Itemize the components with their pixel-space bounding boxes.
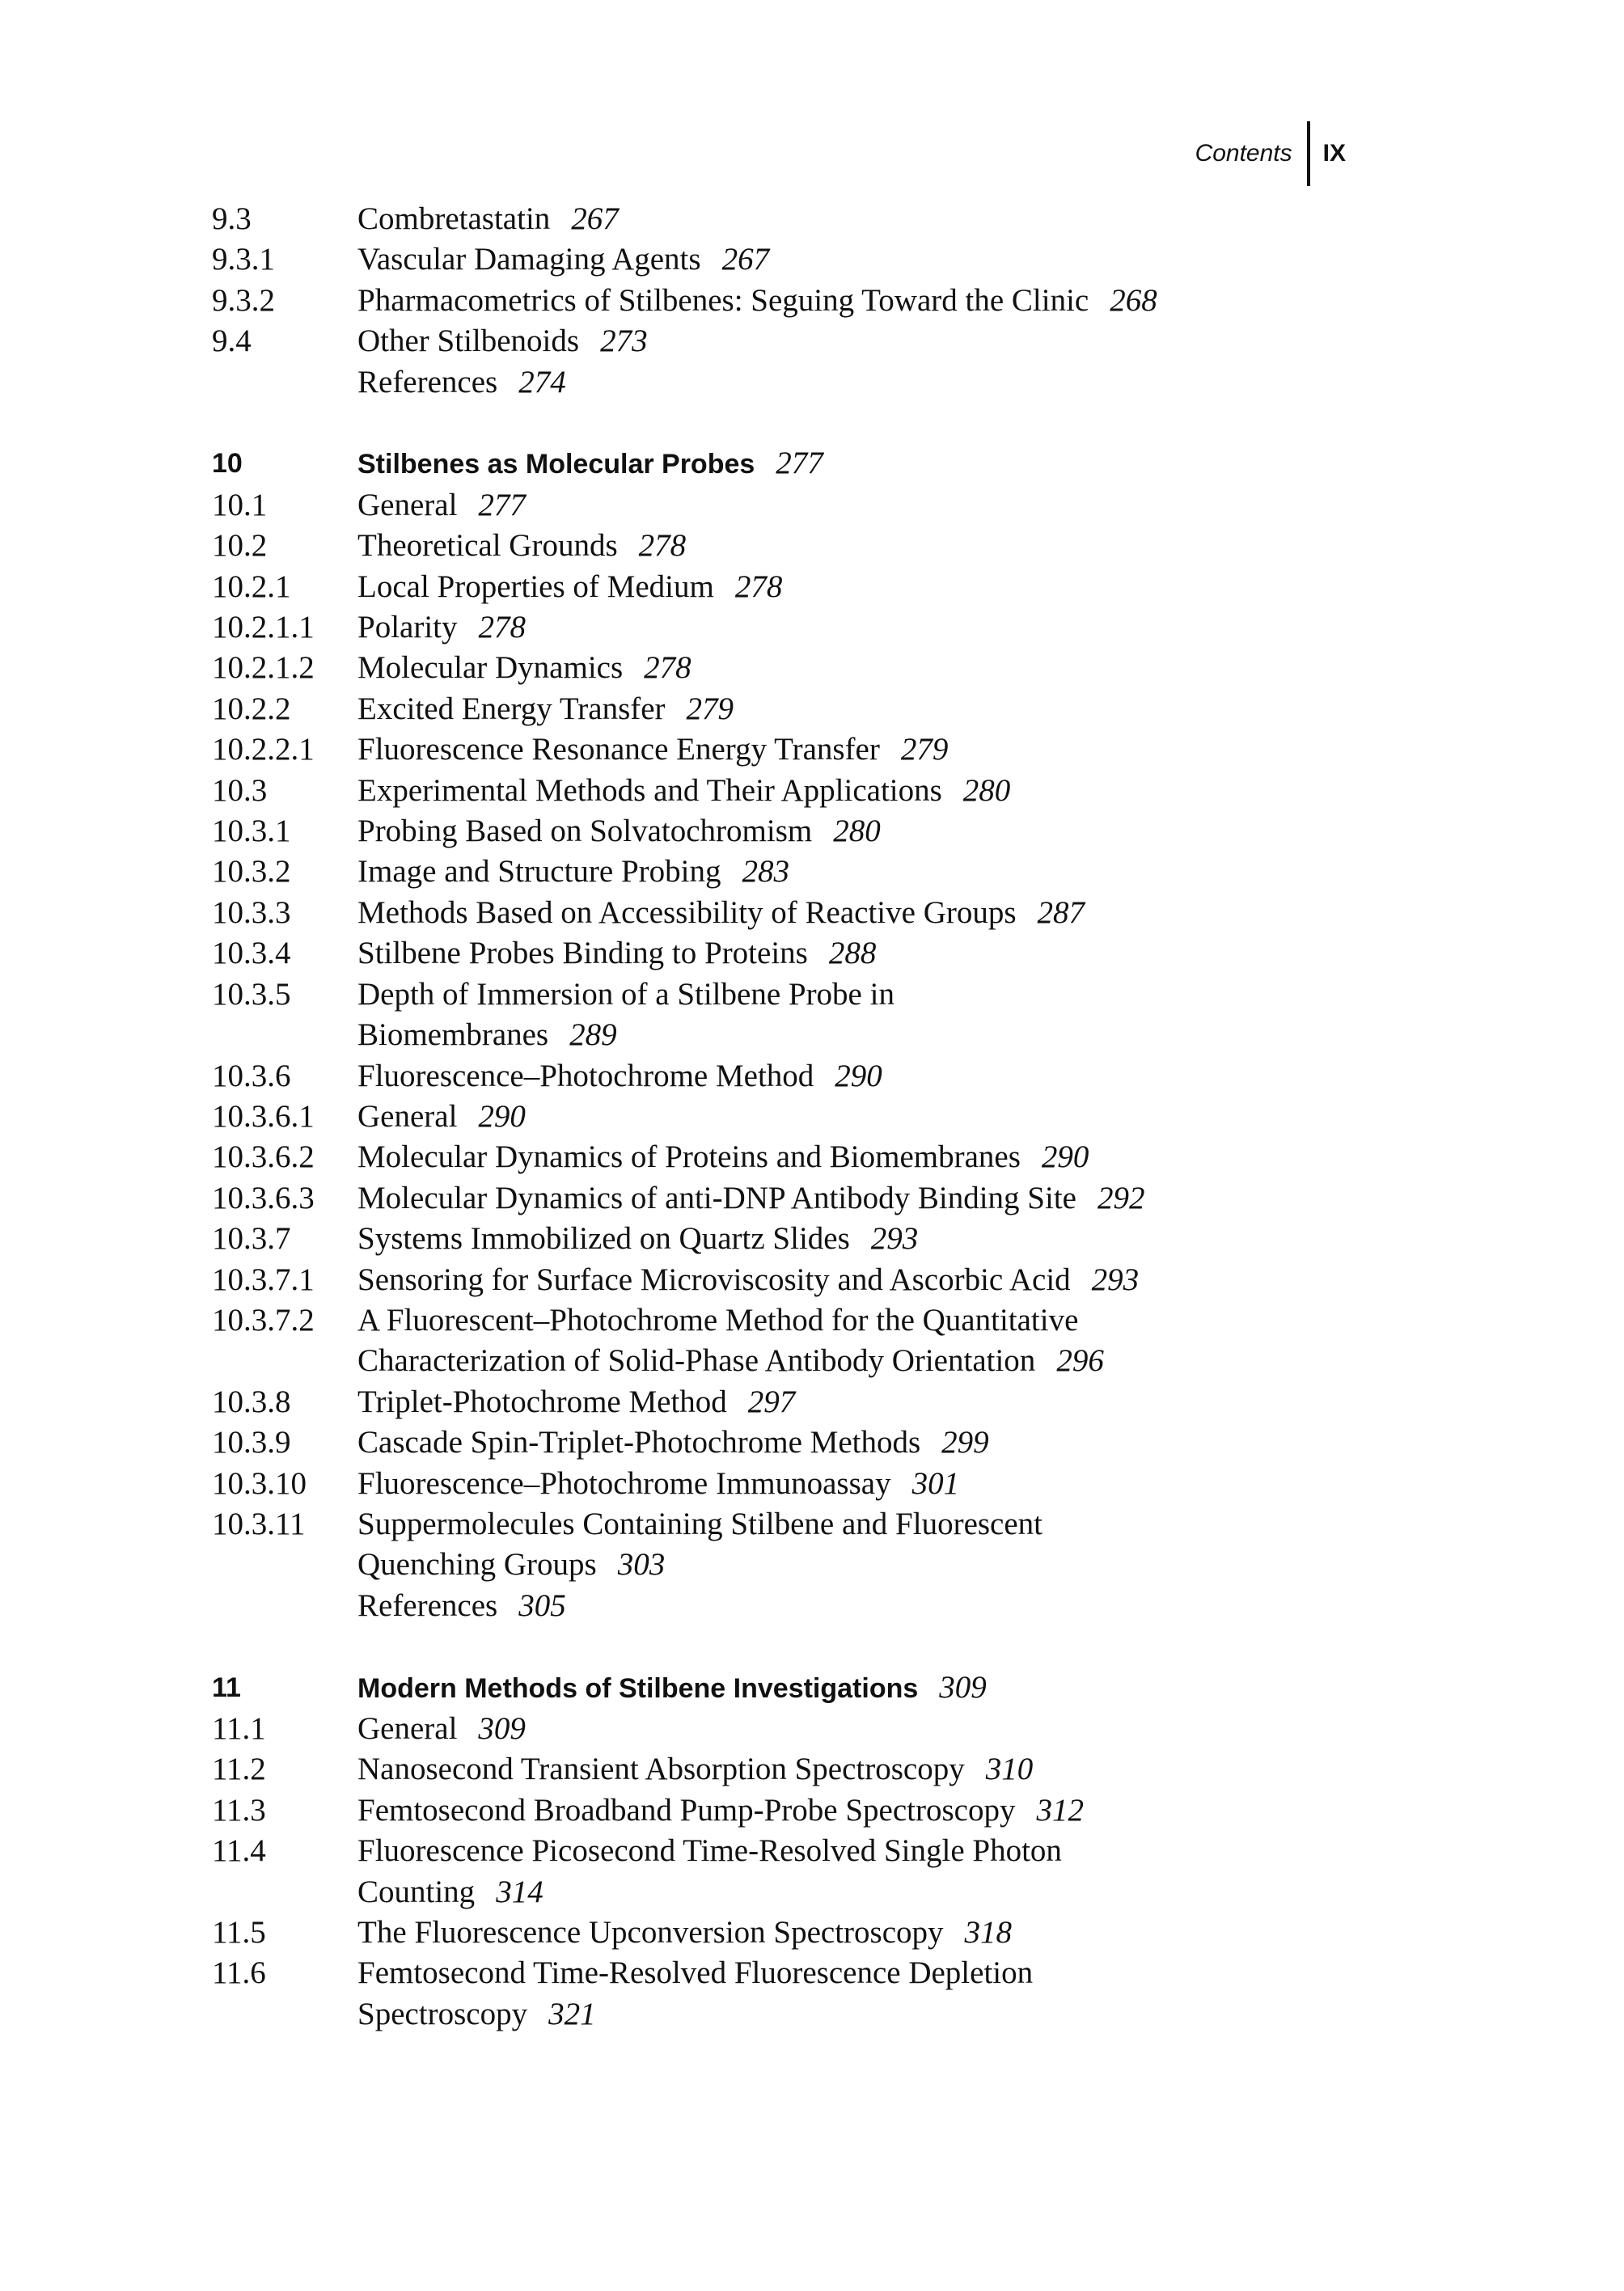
toc-entry-page: 288 bbox=[828, 936, 877, 971]
section-gap bbox=[212, 1626, 1360, 1667]
table-of-contents bbox=[212, 199, 1360, 2035]
toc-entry bbox=[212, 1953, 1360, 1993]
toc-entry-title: General bbox=[357, 487, 458, 522]
toc-entry-number: 11.2 bbox=[212, 1752, 266, 1787]
toc-entry bbox=[212, 239, 1360, 280]
toc-entry bbox=[212, 1137, 1360, 1177]
toc-entry-number: 10.3.9 bbox=[212, 1425, 291, 1460]
toc-entry-title: Vascular Damaging Agents bbox=[357, 242, 701, 277]
chapter-page: 309 bbox=[939, 1669, 987, 1705]
toc-entry-page: 278 bbox=[638, 528, 687, 564]
toc-entry-title: Pharmacometrics of Stilbenes: Seguing Toward the Clinic bbox=[357, 282, 1089, 318]
toc-entry bbox=[212, 893, 1360, 933]
toc-entry-page: 301 bbox=[911, 1465, 960, 1501]
toc-entry-number: 11.4 bbox=[212, 1833, 266, 1869]
toc-entry-number: 10.3.8 bbox=[212, 1384, 291, 1419]
toc-entry-number: 10.3.3 bbox=[212, 894, 291, 930]
toc-entry-page: 278 bbox=[734, 569, 783, 604]
toc-entry-page: 292 bbox=[1097, 1180, 1145, 1215]
section-gap bbox=[212, 403, 1360, 443]
toc-entry bbox=[212, 362, 1360, 403]
toc-entry-title: Methods Based on Accessibility of Reactive Groups bbox=[357, 894, 1017, 930]
toc-entry-page: 289 bbox=[569, 1017, 617, 1053]
toc-entry bbox=[212, 1382, 1360, 1422]
chapter-page: 277 bbox=[776, 446, 823, 481]
toc-entry-page: 312 bbox=[1036, 1792, 1084, 1828]
toc-entry-page: 305 bbox=[518, 1587, 566, 1623]
toc-entry-title: References bbox=[357, 1587, 498, 1623]
toc-entry-page: 279 bbox=[686, 691, 734, 726]
toc-entry bbox=[212, 485, 1360, 526]
toc-entry-title: Suppermolecules Containing Stilbene and Fluorescent bbox=[357, 1506, 1043, 1541]
toc-entry-page: 297 bbox=[747, 1384, 796, 1419]
toc-entry-page: 318 bbox=[964, 1915, 1013, 1951]
toc-section-10 bbox=[212, 485, 1360, 1626]
toc-entry bbox=[212, 321, 1360, 361]
toc-entry-page: 293 bbox=[870, 1221, 919, 1257]
toc-entry-page: 287 bbox=[1037, 894, 1085, 930]
toc-entry-title: Depth of Immersion of a Stilbene Probe in bbox=[357, 976, 894, 1012]
chapter-heading-10 bbox=[212, 443, 1360, 484]
toc-entry-title: Systems Immobilized on Quartz Slides bbox=[357, 1221, 850, 1257]
toc-entry-page: 267 bbox=[571, 201, 619, 236]
toc-entry-number: 10.3.4 bbox=[212, 936, 291, 971]
toc-entry-title: Combretastatin bbox=[357, 201, 551, 236]
toc-entry-continuation bbox=[212, 1994, 1360, 2035]
toc-entry-continuation bbox=[212, 1341, 1360, 1381]
toc-entry-number: 10.3 bbox=[212, 772, 268, 808]
toc-entry-title: Image and Structure Probing bbox=[357, 854, 721, 890]
toc-entry bbox=[212, 1913, 1360, 1953]
toc-entry-title: General bbox=[357, 1711, 458, 1746]
toc-entry-continuation bbox=[212, 1872, 1360, 1913]
toc-entry-page: 268 bbox=[1110, 282, 1157, 318]
toc-entry-title: Stilbene Probes Binding to Proteins bbox=[357, 936, 808, 971]
toc-entry-title: Theoretical Grounds bbox=[357, 528, 618, 564]
toc-entry-title: Characterization of Solid-Phase Antibody Orientation bbox=[357, 1343, 1036, 1379]
toc-section-9-continued bbox=[212, 199, 1360, 403]
toc-entry bbox=[212, 811, 1360, 852]
toc-entry-title: Probing Based on Solvatochromism bbox=[357, 814, 813, 849]
toc-entry bbox=[212, 1586, 1360, 1626]
toc-entry-number: 10.3.6.2 bbox=[212, 1139, 315, 1175]
toc-entry-number: 10.3.7.2 bbox=[212, 1302, 315, 1338]
toc-entry-number: 10.3.1 bbox=[212, 814, 291, 849]
toc-entry-title: A Fluorescent–Photochrome Method for the Quantitative bbox=[357, 1302, 1079, 1338]
toc-entry-number: 10.2.2.1 bbox=[212, 732, 315, 767]
toc-entry-title: Other Stilbenoids bbox=[357, 323, 580, 359]
toc-entry bbox=[212, 771, 1360, 811]
toc-entry bbox=[212, 1790, 1360, 1831]
toc-entry-title: Triplet-Photochrome Method bbox=[357, 1384, 727, 1419]
toc-entry-title: Molecular Dynamics of anti-DNP Antibody Binding Site bbox=[357, 1180, 1076, 1215]
chapter-heading-11 bbox=[212, 1668, 1360, 1709]
toc-entry-number: 10.3.2 bbox=[212, 854, 291, 890]
toc-entry bbox=[212, 689, 1360, 729]
toc-entry bbox=[212, 199, 1360, 239]
toc-entry-number: 10.2.1 bbox=[212, 569, 291, 604]
toc-entry-page: 280 bbox=[833, 814, 881, 849]
toc-entry bbox=[212, 1504, 1360, 1545]
toc-entry-number: 11.1 bbox=[212, 1711, 266, 1746]
toc-entry-number: 10.2 bbox=[212, 528, 268, 564]
toc-entry bbox=[212, 1422, 1360, 1463]
toc-entry-title: Quenching Groups bbox=[357, 1547, 597, 1583]
toc-entry-page: 279 bbox=[900, 732, 949, 767]
toc-entry bbox=[212, 852, 1360, 892]
toc-entry-title: Experimental Methods and Their Applications bbox=[357, 772, 942, 808]
toc-entry-title: Excited Energy Transfer bbox=[357, 691, 666, 726]
toc-entry-page: 278 bbox=[478, 610, 526, 645]
toc-entry-number: 10.3.10 bbox=[212, 1465, 307, 1501]
toc-entry bbox=[212, 1709, 1360, 1749]
toc-entry-page: 277 bbox=[478, 487, 526, 522]
toc-entry-title: References bbox=[357, 364, 498, 399]
toc-entry-page: 283 bbox=[742, 854, 789, 890]
toc-section-11 bbox=[212, 1709, 1360, 2035]
toc-entry-number: 11.3 bbox=[212, 1792, 266, 1828]
toc-entry bbox=[212, 1831, 1360, 1871]
toc-entry-page: 321 bbox=[548, 1996, 596, 2031]
toc-entry-page: 310 bbox=[985, 1752, 1034, 1787]
toc-entry-page: 290 bbox=[1041, 1139, 1089, 1175]
toc-entry bbox=[212, 567, 1360, 607]
toc-entry-page: 280 bbox=[962, 772, 1011, 808]
toc-entry bbox=[212, 1219, 1360, 1259]
chapter-title: Modern Methods of Stilbene Investigations bbox=[357, 1672, 919, 1704]
toc-entry bbox=[212, 1260, 1360, 1300]
toc-entry-number: 11.6 bbox=[212, 1955, 266, 1991]
toc-entry-number: 9.3.1 bbox=[212, 242, 275, 277]
toc-entry-number: 10.2.1.1 bbox=[212, 610, 315, 645]
running-header-title: Contents bbox=[1195, 140, 1292, 167]
toc-entry-title: Cascade Spin-Triplet-Photochrome Methods bbox=[357, 1425, 921, 1460]
toc-entry-title: General bbox=[357, 1098, 458, 1134]
toc-entry-number: 10.3.6.1 bbox=[212, 1098, 315, 1134]
toc-entry bbox=[212, 1464, 1360, 1504]
toc-entry bbox=[212, 974, 1360, 1015]
toc-entry-page: 290 bbox=[835, 1058, 882, 1093]
toc-entry-number: 10.3.6.3 bbox=[212, 1180, 315, 1215]
toc-entry-title: Local Properties of Medium bbox=[357, 569, 714, 604]
running-header bbox=[1195, 121, 1346, 186]
toc-entry-title: Fluorescence–Photochrome Immunoassay bbox=[357, 1465, 891, 1501]
toc-entry-page: 296 bbox=[1056, 1343, 1104, 1379]
toc-entry-number: 10.2.2 bbox=[212, 691, 291, 726]
toc-entry-page: 309 bbox=[478, 1711, 526, 1746]
toc-entry bbox=[212, 1178, 1360, 1219]
toc-entry bbox=[212, 281, 1360, 321]
toc-entry-page: 314 bbox=[496, 1874, 543, 1909]
toc-entry-number: 10.1 bbox=[212, 487, 268, 522]
toc-entry-title: Fluorescence Resonance Energy Transfer bbox=[357, 732, 880, 767]
toc-entry-title: Fluorescence–Photochrome Method bbox=[357, 1058, 814, 1093]
toc-entry-title: Counting bbox=[357, 1874, 476, 1909]
toc-entry-page: 293 bbox=[1091, 1262, 1140, 1297]
toc-entry bbox=[212, 607, 1360, 648]
toc-entry-page: 278 bbox=[644, 650, 691, 686]
chapter-title: Stilbenes as Molecular Probes bbox=[357, 449, 755, 480]
chapter-number: 10 bbox=[212, 448, 243, 480]
toc-entry-title: Polarity bbox=[357, 610, 458, 645]
toc-entry bbox=[212, 1097, 1360, 1137]
toc-entry-page: 267 bbox=[721, 242, 770, 277]
toc-entry-title: Sensoring for Surface Microviscosity and Ascorbic Acid bbox=[357, 1262, 1071, 1297]
toc-entry-page: 274 bbox=[518, 364, 566, 399]
toc-entry-number: 10.3.7.1 bbox=[212, 1262, 315, 1297]
toc-entry-continuation bbox=[212, 1545, 1360, 1585]
toc-entry-title: The Fluorescence Upconversion Spectroscopy bbox=[357, 1915, 944, 1951]
toc-entry bbox=[212, 526, 1360, 566]
toc-entry-page: 273 bbox=[600, 323, 648, 359]
toc-entry-title: Molecular Dynamics of Proteins and Biomembranes bbox=[357, 1139, 1021, 1175]
toc-entry-number: 10.3.7 bbox=[212, 1221, 291, 1257]
toc-entry-title: Nanosecond Transient Absorption Spectroscopy bbox=[357, 1752, 965, 1787]
toc-entry bbox=[212, 729, 1360, 770]
toc-entry bbox=[212, 1056, 1360, 1097]
toc-entry-page: 303 bbox=[617, 1547, 666, 1583]
toc-entry-number: 10.2.1.2 bbox=[212, 650, 315, 686]
toc-entry bbox=[212, 648, 1360, 688]
toc-entry bbox=[212, 933, 1360, 974]
toc-entry-page: 299 bbox=[941, 1425, 989, 1460]
toc-entry-number: 10.3.5 bbox=[212, 976, 291, 1012]
toc-entry-title: Spectroscopy bbox=[357, 1996, 528, 2031]
toc-entry-number: 9.4 bbox=[212, 323, 252, 359]
toc-entry-title: Fluorescence Picosecond Time-Resolved Single Photon bbox=[357, 1833, 1062, 1869]
page-number: IX bbox=[1322, 140, 1346, 167]
toc-entry-title: Femtosecond Broadband Pump-Probe Spectroscopy bbox=[357, 1792, 1016, 1828]
toc-entry-page: 290 bbox=[478, 1098, 526, 1134]
toc-entry-title: Molecular Dynamics bbox=[357, 650, 624, 686]
toc-entry-number: 10.3.11 bbox=[212, 1506, 306, 1541]
toc-entry-continuation bbox=[212, 1015, 1360, 1055]
toc-entry bbox=[212, 1749, 1360, 1790]
toc-entry bbox=[212, 1300, 1360, 1341]
toc-entry-number: 9.3 bbox=[212, 201, 252, 236]
toc-entry-number: 11.5 bbox=[212, 1915, 266, 1951]
toc-entry-title: Biomembranes bbox=[357, 1017, 549, 1053]
toc-entry-title: Femtosecond Time-Resolved Fluorescence Depletion bbox=[357, 1955, 1034, 1991]
chapter-number: 11 bbox=[212, 1672, 241, 1703]
toc-entry-number: 9.3.2 bbox=[212, 282, 275, 318]
toc-entry-number: 10.3.6 bbox=[212, 1058, 291, 1093]
header-divider bbox=[1307, 121, 1310, 186]
